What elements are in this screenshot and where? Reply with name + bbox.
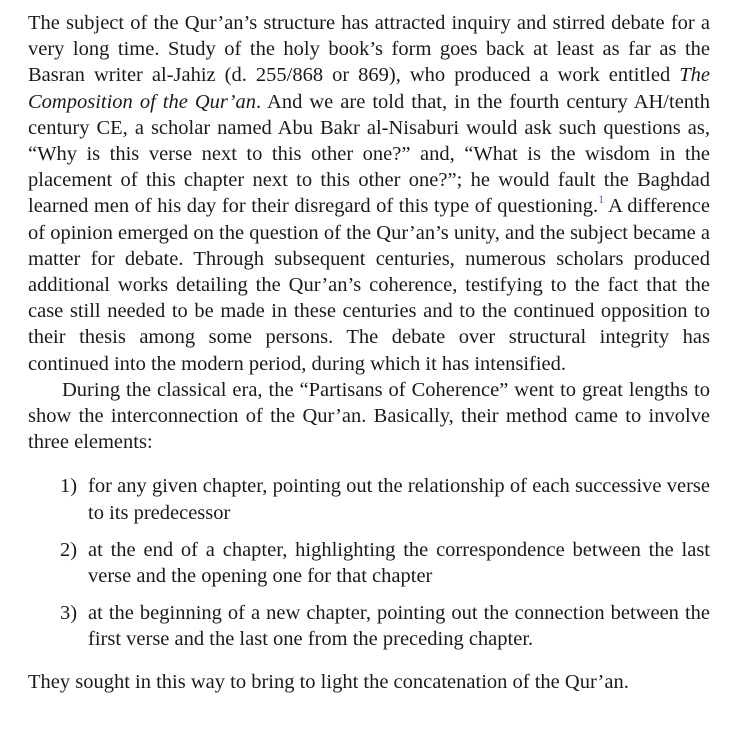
list-item-text: for any given chapter, pointing out the relationship of each successive verse to its predecessor [88, 475, 710, 524]
list-item [28, 473, 710, 525]
document-page [28, 10, 710, 695]
paragraph-intro-part3: A difference of opinion emerged on the question of the Qur’an’s unity, and the subject became a matter for debate. Through subsequent centuries, numerous scholars produced additional works detailing the Qur’an’s coherence, testifying to the fact that the case still needed to be made in these centuries and to the continued opposition to their thesis among some persons. The debate over structural integrity has continued into the modern period, during which it has intensified. [28, 195, 711, 375]
paragraph-intro-part2: . And we are told that, in the fourth century AH/tenth century CE, a scholar named Abu Bakr al-Nisaburi would ask such questions as, “Why is this verse next to this other one?” and, “What is the wisdom in the placement of this chapter next to this other one?”; he would fault the Baghdad learned men of his day for their disregard of this type of questioning. [28, 90, 710, 218]
list-item [28, 600, 710, 652]
footnote-reference[interactable]: 1 [598, 192, 605, 207]
list-item-number: 2) [60, 538, 78, 561]
paragraph-intro-part1: The subject of the Qur’an’s structure has attracted inquiry and stirred debate for a very long time. Study of the holy book’s form goes back at least as far as the Basran writer al-Jahiz (d. 255/868 or 869), who produced a work entitled [28, 12, 710, 87]
list-item [28, 537, 710, 589]
list-item-text: at the beginning of a new chapter, pointing out the connection between the first verse and the last one from the preceding chapter. [88, 602, 710, 651]
list-item-number: 3) [60, 602, 78, 625]
paragraph-method: During the classical era, the “Partisans of Coherence” went to great lengths to show the interconnection of the Qur’an. Basically, their method came to involve three elements: [28, 378, 710, 454]
list-item-text: at the end of a chapter, highlighting the correspondence between the last verse and the opening one for that chapter [88, 538, 710, 588]
list-item-number: 1) [60, 475, 78, 498]
method-list [28, 473, 710, 652]
work-title: The Composition of the Qur’an [28, 64, 710, 113]
paragraph-intro [28, 10, 710, 377]
paragraph-closing: They sought in this way to bring to light the concatenation of the Qur’an. [28, 670, 629, 693]
